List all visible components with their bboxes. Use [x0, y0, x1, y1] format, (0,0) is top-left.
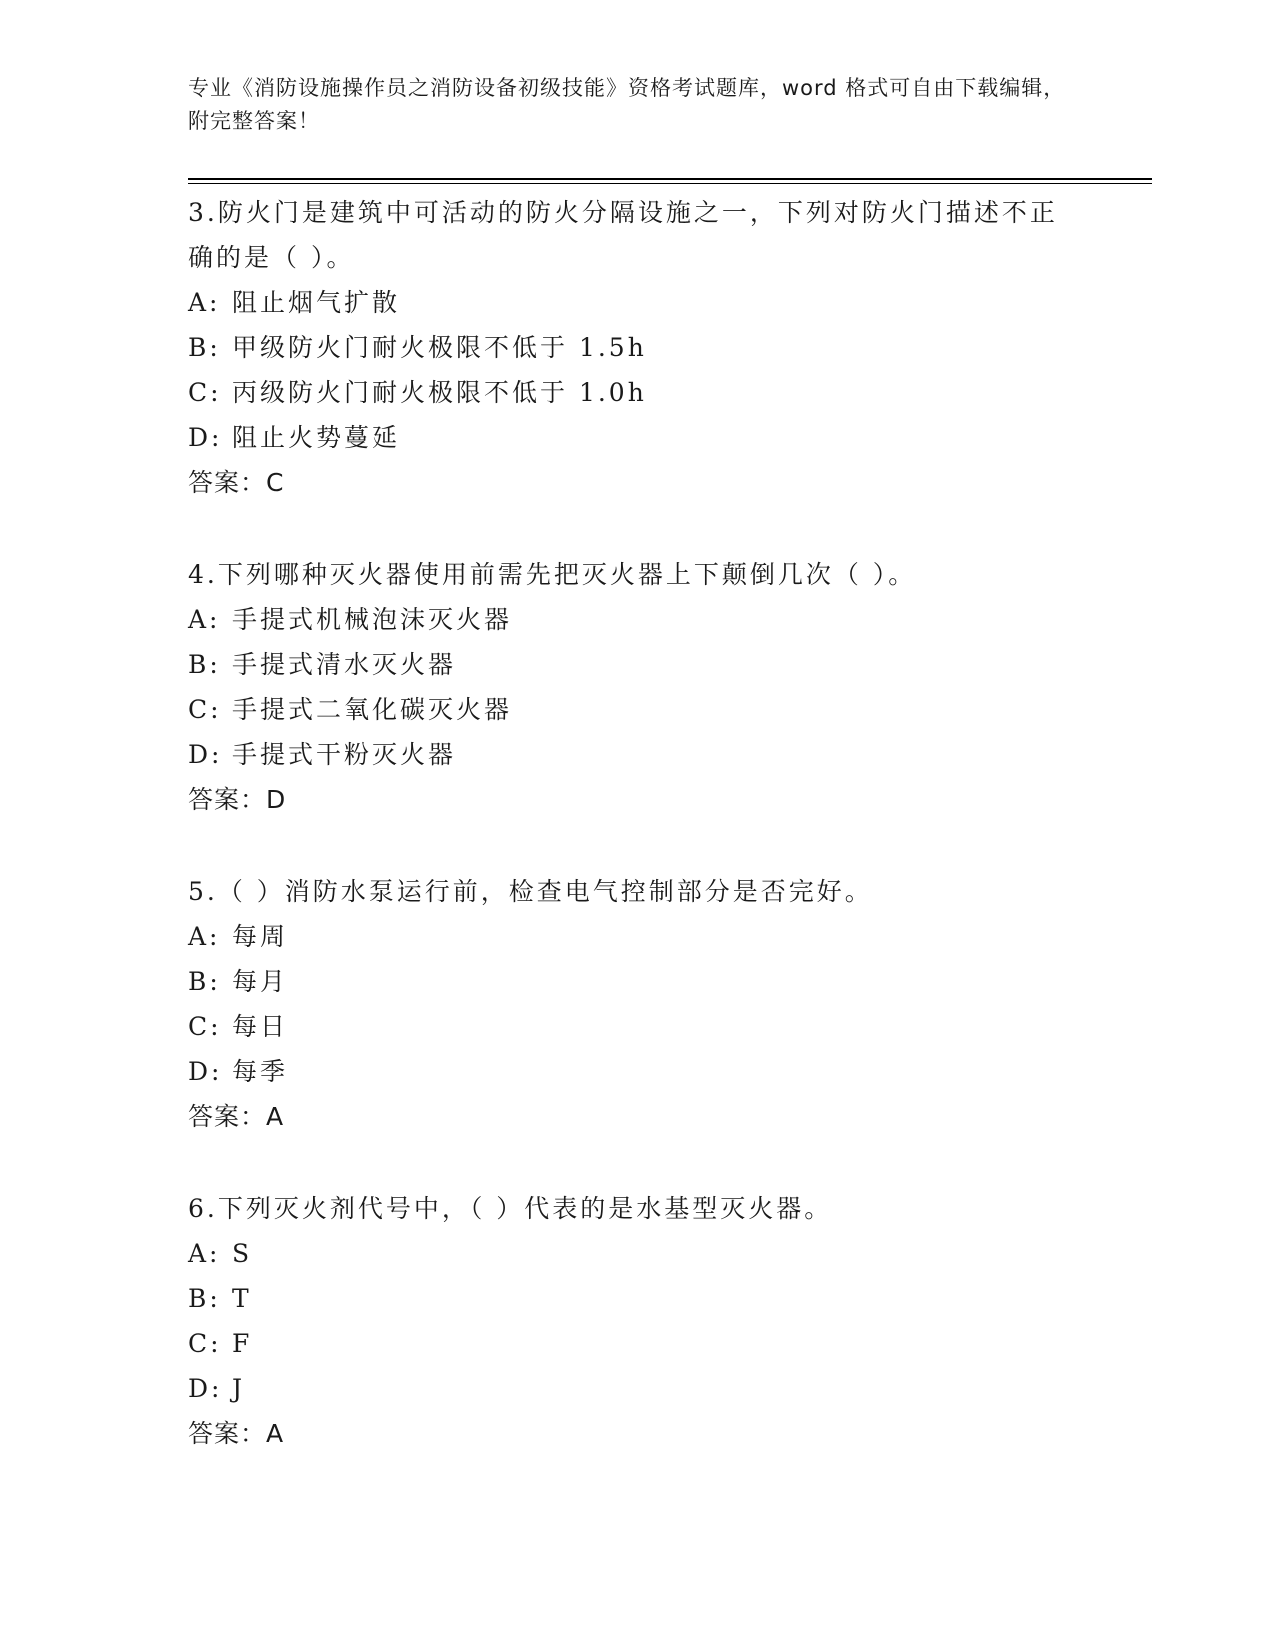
option-letter: C:: [188, 1329, 222, 1358]
option-letter: D:: [188, 1057, 223, 1086]
option-letter: A:: [188, 288, 221, 317]
option-c: [188, 1004, 1148, 1049]
question-gap: [188, 505, 1148, 552]
option-text: 手提式干粉灭火器: [232, 740, 457, 769]
question-stem: 3.防火门是建筑中可活动的防火分隔设施之一，下列对防火门描述不正确的是（ ）。: [188, 198, 1058, 272]
option-text: 手提式清水灭火器: [232, 650, 457, 679]
option-a: [188, 597, 1148, 642]
option-letter: D:: [188, 740, 223, 769]
question-6: [188, 1186, 1148, 1456]
option-text: 每季: [232, 1057, 289, 1086]
option-d: [188, 1366, 1148, 1411]
option-c: [188, 1321, 1148, 1366]
question-gap: [188, 1139, 1148, 1186]
option-letter: C:: [188, 695, 222, 724]
option-letter: B:: [188, 650, 221, 679]
option-text: 每日: [232, 1012, 289, 1041]
option-text: 阻止火势蔓延: [232, 423, 401, 452]
option-letter: B:: [188, 967, 221, 996]
option-text: F: [232, 1329, 253, 1358]
option-c: [188, 370, 1148, 415]
option-b: [188, 325, 1148, 370]
answer-line: 答案：D: [188, 785, 287, 814]
option-letter: C:: [188, 378, 222, 407]
option-b: [188, 642, 1148, 687]
option-text: S: [232, 1239, 253, 1268]
option-text: 每周: [232, 922, 289, 951]
question-stem: 5.（ ）消防水泵运行前，检查电气控制部分是否完好。: [188, 877, 873, 906]
option-letter: B:: [188, 1284, 221, 1313]
question-4: [188, 552, 1148, 822]
option-d: [188, 732, 1148, 777]
option-d: [188, 1049, 1148, 1094]
header-rule-thin: [188, 183, 1152, 184]
option-text: 阻止烟气扩散: [232, 288, 401, 317]
question-stem: 4.下列哪种灭火器使用前需先把灭火器上下颠倒几次（ ）。: [188, 560, 917, 589]
option-a: [188, 914, 1148, 959]
option-c: [188, 687, 1148, 732]
option-text: 丙级防火门耐火极限不低于 1.0h: [232, 378, 647, 407]
option-letter: D:: [188, 423, 223, 452]
option-letter: A:: [188, 1239, 221, 1268]
option-b: [188, 959, 1148, 1004]
question-3: [188, 190, 1148, 505]
question-gap: [188, 822, 1148, 869]
option-text: 手提式二氧化碳灭火器: [232, 695, 513, 724]
option-letter: D:: [188, 1374, 223, 1403]
option-text: 每月: [232, 967, 289, 996]
answer-line: 答案：A: [188, 1102, 285, 1131]
option-letter: A:: [188, 922, 221, 951]
option-letter: B:: [188, 333, 221, 362]
answer-line: 答案：C: [188, 468, 285, 497]
header-rule-thick: [188, 178, 1152, 180]
option-letter: C:: [188, 1012, 222, 1041]
question-list: [188, 190, 1148, 1456]
question-5: [188, 869, 1148, 1139]
option-a: [188, 280, 1148, 325]
option-d: [188, 415, 1148, 460]
answer-line: 答案：A: [188, 1419, 285, 1448]
option-text: 甲级防火门耐火极限不低于 1.5h: [232, 333, 647, 362]
option-text: T: [232, 1284, 252, 1313]
option-text: 手提式机械泡沫灭火器: [232, 605, 513, 634]
option-letter: A:: [188, 605, 221, 634]
question-stem: 6.下列灭火剂代号中，（ ）代表的是水基型灭火器。: [188, 1194, 833, 1223]
option-a: [188, 1231, 1148, 1276]
document-header: 专业《消防设施操作员之消防设备初级技能》资格考试题库，word 格式可自由下载编辑，附完整答案！: [188, 76, 1066, 133]
option-b: [188, 1276, 1148, 1321]
option-text: J: [232, 1374, 246, 1403]
